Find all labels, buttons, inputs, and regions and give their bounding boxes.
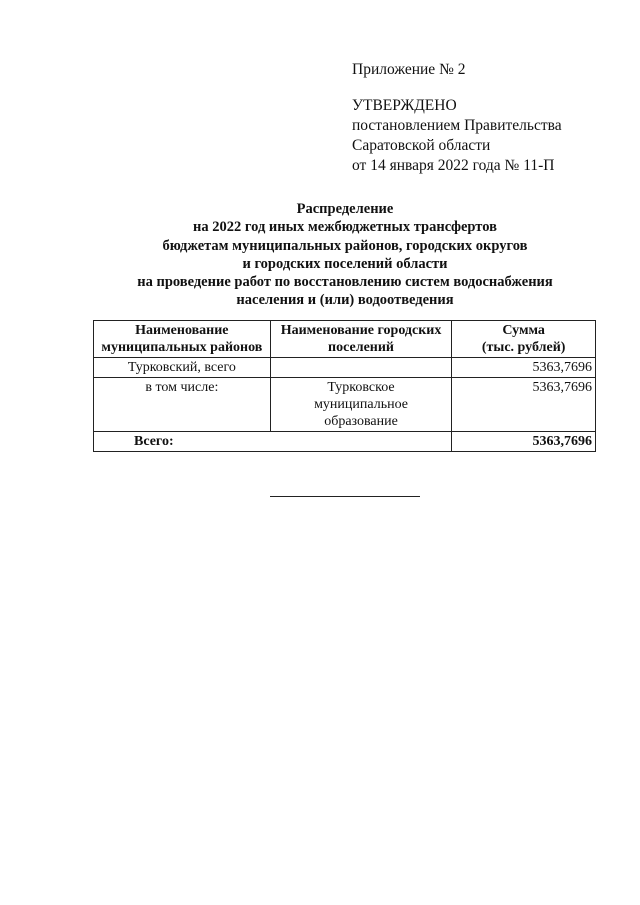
header-district: [94, 321, 271, 358]
header-text: муниципальных районов: [101, 340, 263, 355]
header-text: Наименование городских: [280, 323, 442, 338]
title-line: населения и (или) водоотведения: [236, 292, 454, 309]
closing-rule: [270, 496, 420, 497]
header-text: поселений: [328, 340, 394, 355]
settlement-text: образование: [324, 414, 398, 429]
title-line: бюджетам муниципальных районов, городских округов: [162, 237, 528, 254]
title-line: и городских поселений области: [242, 255, 448, 272]
header-text: Наименование: [135, 323, 229, 338]
table-row: [94, 358, 596, 378]
header-amount: [452, 321, 596, 358]
district-cell: Турковский, всего: [94, 358, 271, 378]
approved-by-line: постановлением Правительства: [352, 117, 562, 134]
total-amount: 5363,7696: [452, 432, 596, 452]
approval-block: [352, 60, 562, 176]
district-cell: в том числе:: [94, 378, 271, 432]
amount-cell: 5363,7696: [452, 378, 596, 432]
header-settlement: [270, 321, 452, 358]
title-line: Распределение: [296, 201, 394, 217]
total-label: Всего:: [94, 432, 452, 452]
approved-region-line: Саратовской области: [352, 137, 491, 154]
approved-date-line: от 14 января 2022 года № 11-П: [352, 157, 555, 174]
table-header-row: [94, 321, 596, 358]
settlement-text: муниципальное: [314, 397, 408, 412]
amount-cell: 5363,7696: [452, 358, 596, 378]
document-title: [90, 200, 600, 310]
title-line: на 2022 год иных межбюджетных трансфертов: [193, 219, 497, 236]
settlement-cell: [270, 378, 452, 432]
appendix-label: Приложение № 2: [352, 61, 466, 78]
header-text: (тыс. рублей): [481, 340, 566, 355]
total-row: [94, 432, 596, 452]
title-line: на проведение работ по восстановлению систем водоснабжения: [137, 274, 553, 291]
settlement-cell: [270, 358, 452, 378]
header-text: Сумма: [502, 323, 545, 338]
approved-label: УТВЕРЖДЕНО: [352, 97, 457, 114]
distribution-table: [93, 320, 596, 452]
table-row: [94, 378, 596, 432]
settlement-text: Турковское: [327, 380, 395, 395]
